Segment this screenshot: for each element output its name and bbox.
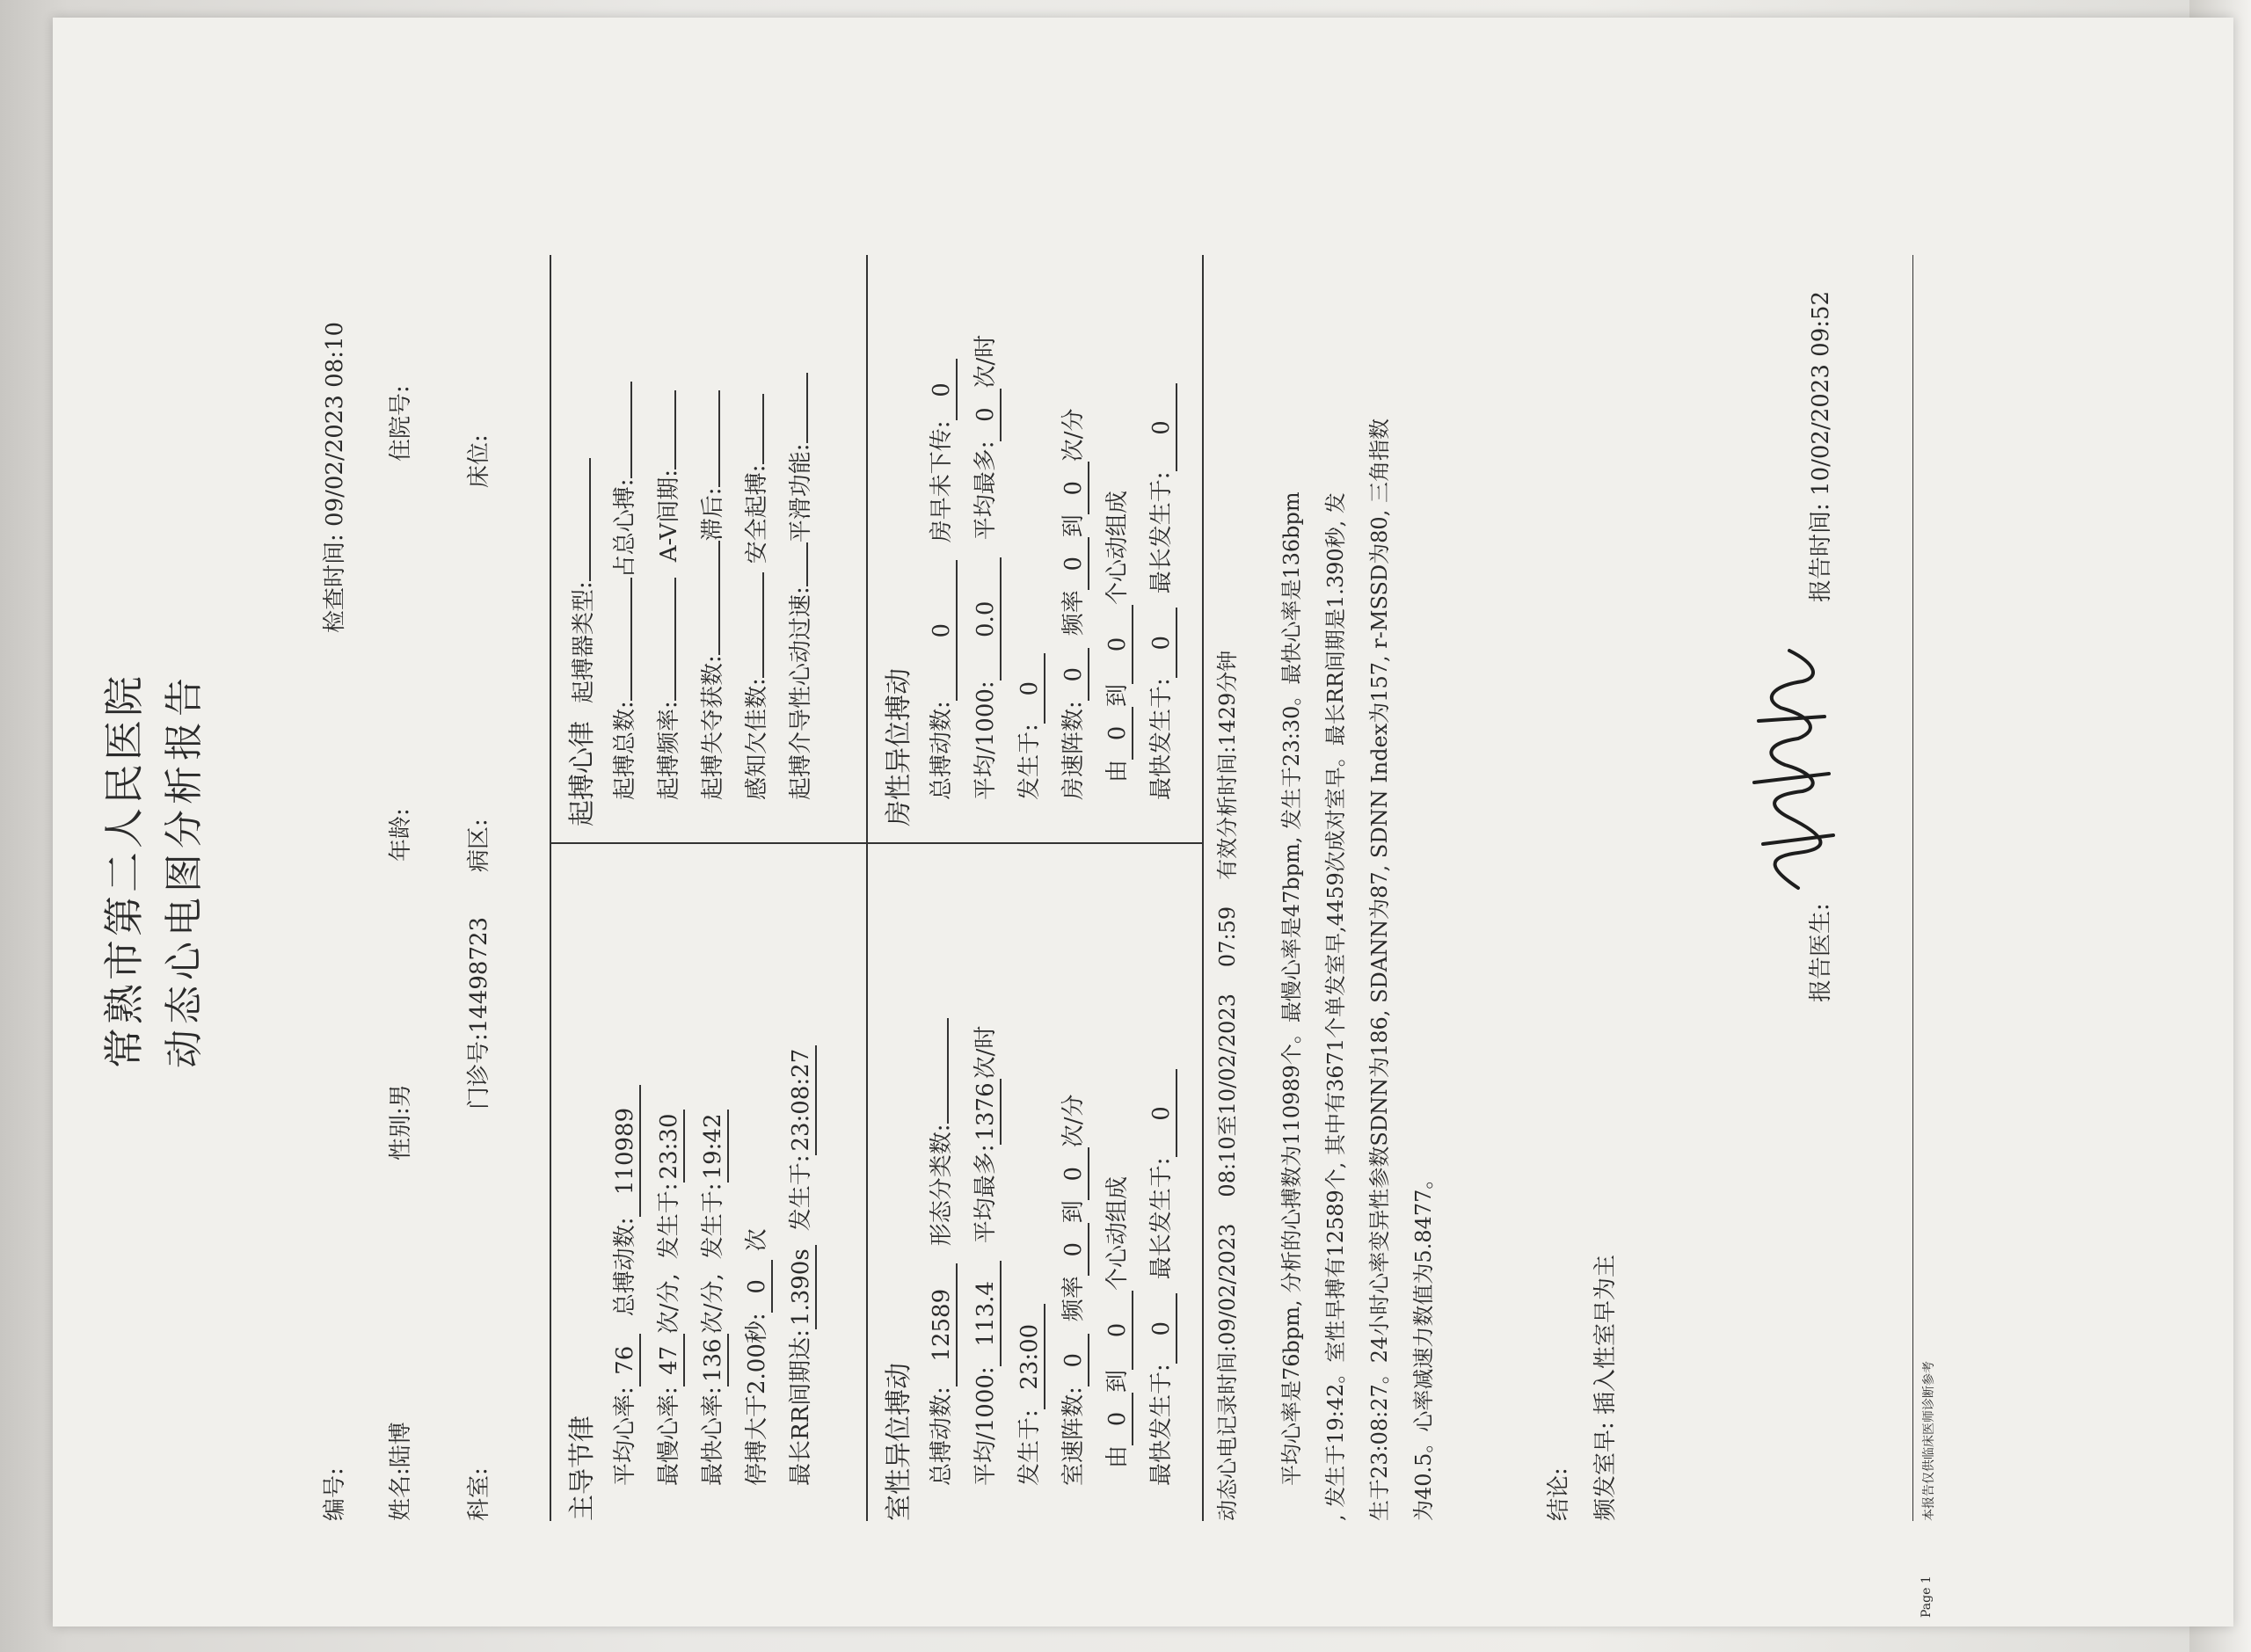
table-divider: [550, 842, 1204, 844]
table-middle-line: [866, 255, 868, 1521]
footer-line: [1912, 255, 1913, 1521]
ventricular-ectopy-title: 室性异位搏动: [884, 1363, 914, 1521]
ventricular-composition: 由0到0个心动组成: [1104, 1176, 1133, 1468]
pacing-rhythm-title: 起搏心律起搏器类型:: [560, 458, 599, 826]
patient-name: 姓名:陆博: [388, 1422, 414, 1521]
conclusion-text: 频发室早: 插入性室早为主: [1592, 1254, 1619, 1521]
summary-line-2: , 发生于19:42。室性早搏有12589个, 其中有3671个单发室早,4459次成对室早。最长RR间期是1.390秒, 发: [1323, 492, 1348, 1521]
report-time: 报告时间: 10/02/2023 09:52: [1808, 290, 1834, 602]
bed-label: 床位:: [466, 434, 492, 488]
patient-age-label: 年龄:: [388, 808, 414, 862]
conclusion-label: 结论:: [1546, 1467, 1572, 1521]
serial-number-label: 编号:: [322, 1467, 348, 1521]
min-heart-rate: 最慢心率:47次/分,发生于:23:30: [655, 1110, 685, 1487]
atrial-total: 总搏动数:0房早未下传:0: [928, 359, 958, 800]
summary-line-3: 生于23:08:27。24小时心率变异性参数SDNN为186, SDANN为87, SDNN Index为157, r-MSSD为80, 三角指数: [1367, 418, 1392, 1521]
ventricular-total: 总搏动数:12589形态分类数:: [928, 1018, 958, 1486]
longest-rr: 最长RR间期达:1.390s发生于:23:08:27: [787, 1045, 817, 1486]
atrial-ectopy-title: 房性异位搏动: [884, 668, 914, 826]
avg-heart-rate: 平均心率:76总搏动数:110989: [611, 1085, 641, 1486]
department-label: 科室:: [466, 1467, 492, 1521]
doctor-signature: [1737, 607, 1842, 897]
atrial-composition: 由0到0个心动组成: [1104, 491, 1133, 782]
outpatient-number: 门诊号:14498723: [466, 916, 492, 1110]
atrial-average: 平均/1000:0.0平均最多:0次/时: [972, 335, 1002, 800]
pacing-tachycardia: 起搏介导性心动过速:平滑功能:: [787, 373, 815, 800]
ventricular-average: 平均/1000:113.4平均最多:1376次/时: [972, 1026, 1002, 1486]
main-rhythm-title: 主导节律: [567, 1415, 598, 1521]
ventricular-fastest: 最快发生于:0最长发生于:0: [1147, 1069, 1177, 1486]
atrial-fastest: 最快发生于:0最长发生于:0: [1147, 383, 1177, 800]
pause-count: 停搏大于2.00秒:0次: [743, 1228, 773, 1486]
pacing-capture-loss: 起搏失夺获数:滞后:: [699, 390, 727, 800]
page-number: Page 1: [1920, 1576, 1934, 1618]
reporting-doctor-label: 报告医生:: [1808, 903, 1834, 1002]
disclaimer: 本报告仅供临床医师诊断参考: [1922, 1361, 1936, 1521]
summary-line-1: 平均心率是76bpm, 分析的心搏数为110989个。最慢心率是47bpm, 发生于23:30。最快心率是136bpm: [1279, 491, 1304, 1486]
ventricular-runs: 室速阵数:0频率0到0次/分: [1060, 1094, 1089, 1486]
report-title: 动态心电图分析报告: [162, 673, 207, 1068]
pacing-total: 起搏总数:占总心搏:: [611, 382, 639, 800]
table-bottom-line: [1202, 255, 1204, 1521]
summary-line-4: 为40.5。心率减速力数值为5.8477。: [1411, 1168, 1436, 1521]
max-heart-rate: 最快心率:136次/分,发生于:19:42: [699, 1110, 729, 1487]
hospital-number-label: 住院号:: [388, 385, 414, 462]
ventricular-occurred: 发生于:23:00: [1016, 1304, 1045, 1486]
patient-sex: 性别:男: [388, 1084, 414, 1161]
atrial-runs: 房速阵数:0频率0到0次/分: [1060, 408, 1089, 800]
pacing-sensing-failure: 感知欠佳数:安全起搏:: [743, 394, 771, 800]
atrial-occurred: 发生于:0: [1016, 653, 1045, 800]
record-time: 动态心电记录时间:09/02/202308:10至10/02/202307:59有效分析时间:1429分钟: [1215, 650, 1240, 1521]
pacing-rate: 起搏频率:A-V间期:: [655, 390, 683, 800]
hospital-name: 常熟市第二人民医院: [100, 673, 148, 1068]
table-top-line: [550, 255, 551, 1521]
exam-time: 检查时间: 09/02/2023 08:10: [322, 321, 348, 633]
report-document: [40, 106, 2194, 1635]
ward-label: 病区:: [466, 819, 492, 872]
